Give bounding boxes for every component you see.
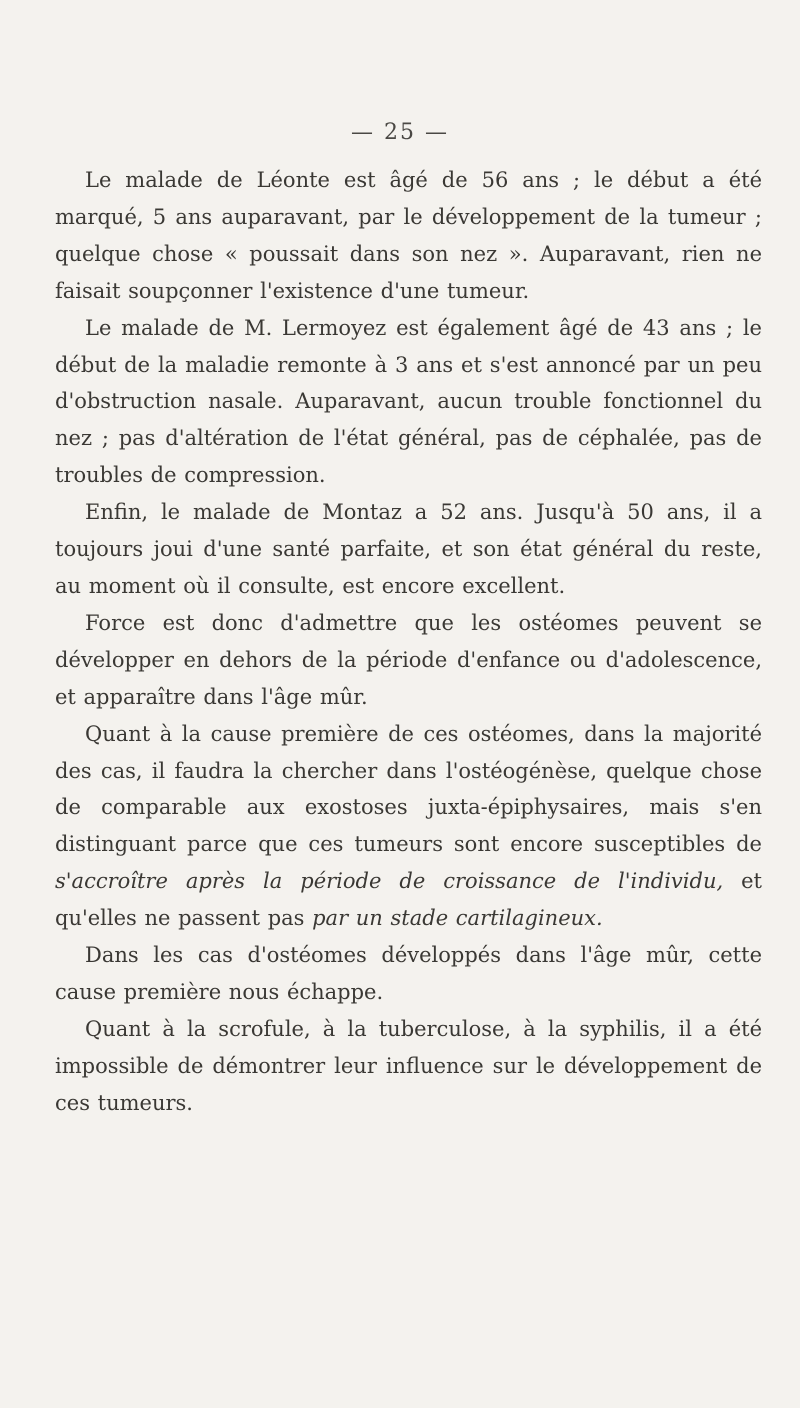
body-text <box>55 162 762 1122</box>
paragraph-montaz-case: Enfin, le malade de Montaz a 52 ans. Jusqu'à 50 ans, il a toujours joui d'une santé parfaite, et son état général du reste, au moment où il consulte, est encore excellent. <box>55 500 762 598</box>
paragraph-lermoyez-case: Le malade de M. Lermoyez est également âgé de 43 ans ; le début de la maladie remonte à 3 ans et s'est annoncé par un peu d'obstruction nasale. Auparavant, aucun trouble fonctionnel du nez ; pas d'altération de l'état général, pas de céphalée, pas de troubles de compression. <box>55 315 762 488</box>
paragraph-mature-age-cause: Dans les cas d'ostéomes développés dans l'âge mûr, cette cause première nous échappe. <box>55 943 762 1004</box>
primary-cause-text-middle: et qu'elles ne passent pas <box>55 869 762 931</box>
paragraph-leonte-case: Le malade de Léonte est âgé de 56 ans ; le début a été marqué, 5 ans auparavant, par le développement de la tumeur ; quelque chose « poussait dans son nez ». Auparavant, rien ne faisait soupçonner l'existence d'une tumeur. <box>55 168 762 303</box>
paragraph-conclusion-age: Force est donc d'admettre que les ostéomes peuvent se développer en dehors de la période d'enfance ou d'adolescence, et apparaître dans l'âge mûr. <box>55 610 762 709</box>
page-number: — 25 — <box>351 120 449 145</box>
paragraph-primary-cause <box>55 716 762 937</box>
paragraph-scrofula-tuberculosis: Quant à la scrofule, à la tuberculose, à la syphilis, il a été impossible de démontrer leur influence sur le développement de ces tumeurs. <box>55 1016 762 1115</box>
primary-cause-italic-growth: s'accroître après la période de croissance de l'individu, <box>55 869 724 894</box>
primary-cause-italic-cartilage: par un stade cartilagineux. <box>312 906 603 931</box>
primary-cause-text-start: Quant à la cause première de ces ostéomes, dans la majorité des cas, il faudra la chercher dans l'ostéogénèse, quelque chose de comparable aux exostoses juxta-épiphysaires, mais s'en distinguant parce que ces tumeurs sont encore susceptibles de <box>55 721 762 857</box>
